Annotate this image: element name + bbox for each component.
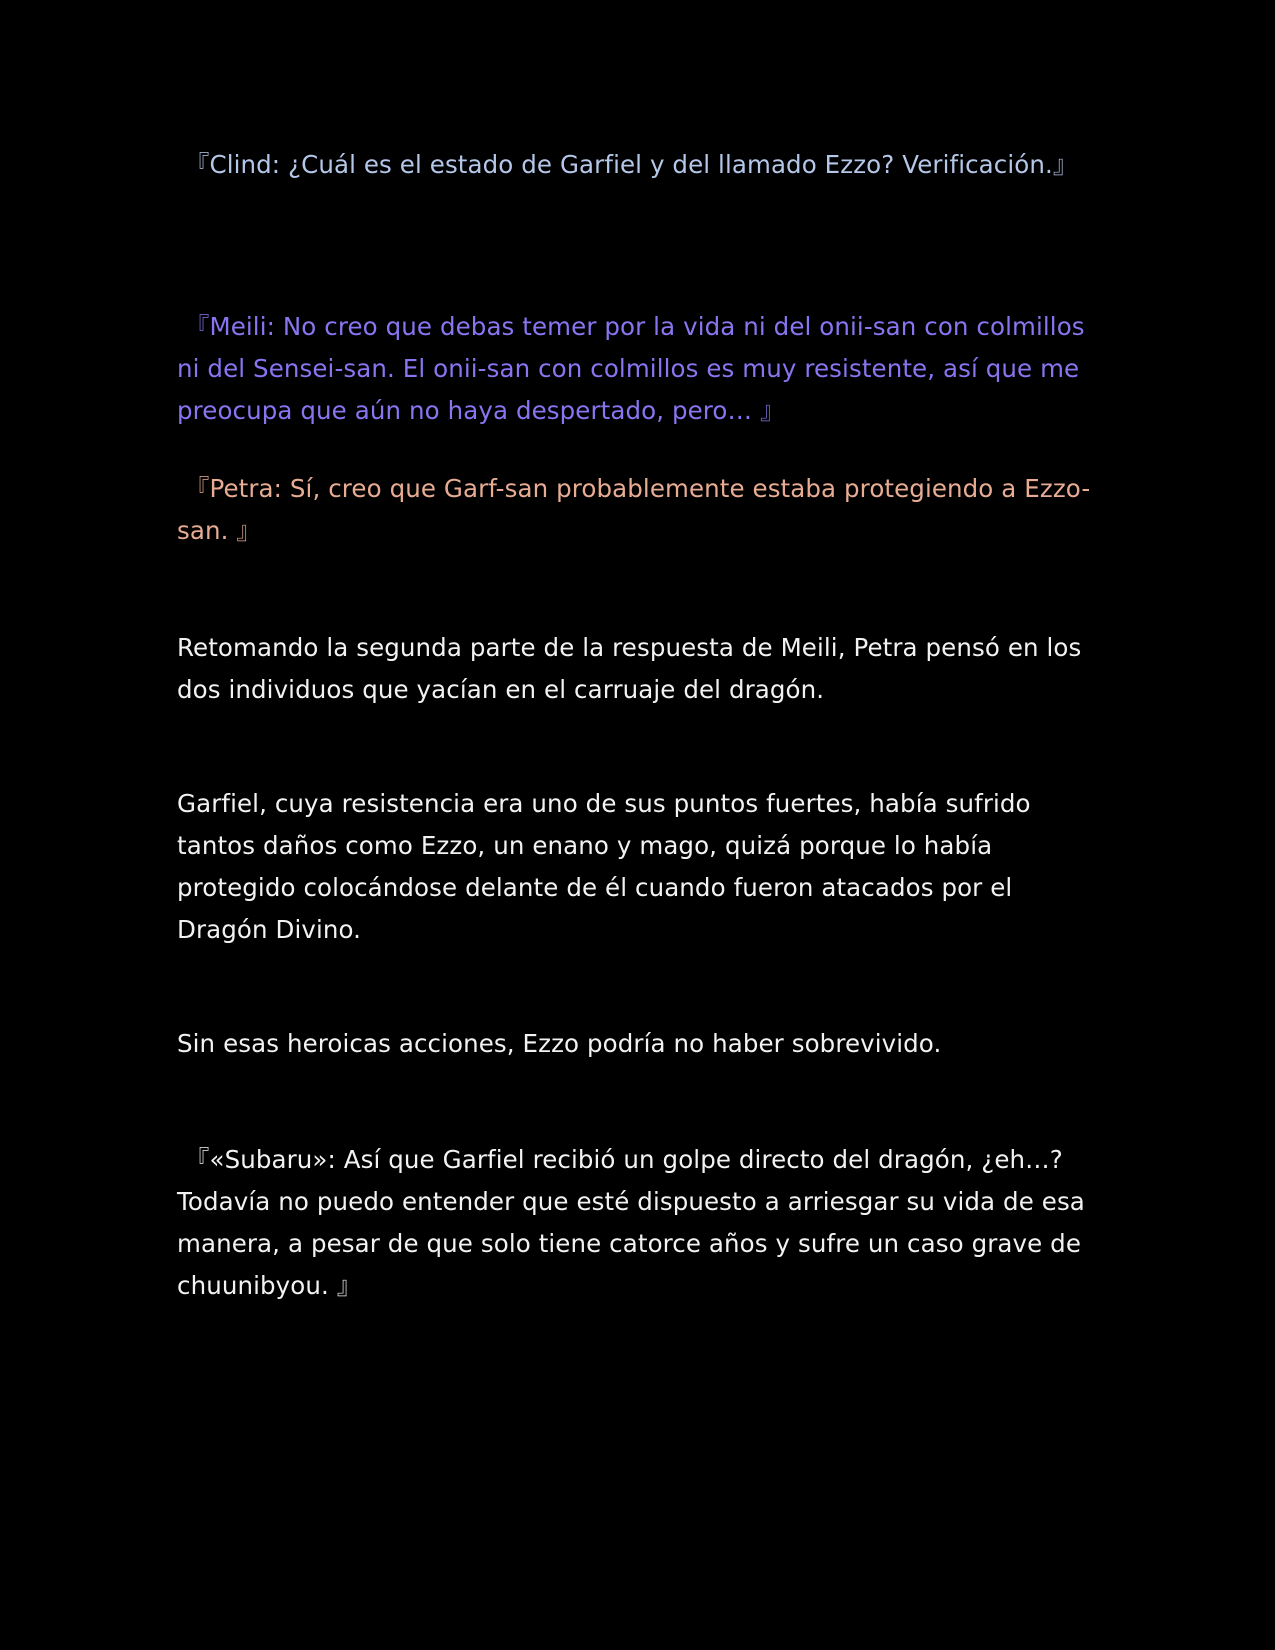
narration-paragraph: Sin esas heroicas acciones, Ezzo podría no haber sobrevivido.	[177, 1029, 942, 1058]
dialogue-petra: 『Petra: Sí, creo que Garf-san probablemente estaba protegiendo a Ezzo-san. 』	[177, 474, 1091, 545]
dialogue-meili: 『Meili: No creo que debas temer por la vida ni del onii-san con colmillos ni del Sensei-san. El onii-san con colmillos es muy resistente, así que me preocupa que aún no haya despertado, pero… 』	[177, 312, 1085, 425]
narration-paragraph: Garfiel, cuya resistencia era uno de sus puntos fuertes, había sufrido tantos daños como Ezzo, un enano y mago, quizá porque lo había protegido colocándose delante de él cuando fueron atacados por el Dragón Divino.	[177, 789, 1031, 944]
narration-paragraph: Retomando la segunda parte de la respuesta de Meili, Petra pensó en los dos individuos que yacían en el carruaje del dragón.	[177, 633, 1082, 704]
dialogue-clind: 『Clind: ¿Cuál es el estado de Garfiel y del llamado Ezzo? Verificación.』	[177, 150, 1078, 179]
dialogue-subaru: 『«Subaru»: Así que Garfiel recibió un golpe directo del dragón, ¿eh…? Todavía no puedo entender que esté dispuesto a arriesgar su vida de esa manera, a pesar de que solo tiene catorce años y sufre un caso grave de chuunibyou. 』	[177, 1145, 1085, 1300]
